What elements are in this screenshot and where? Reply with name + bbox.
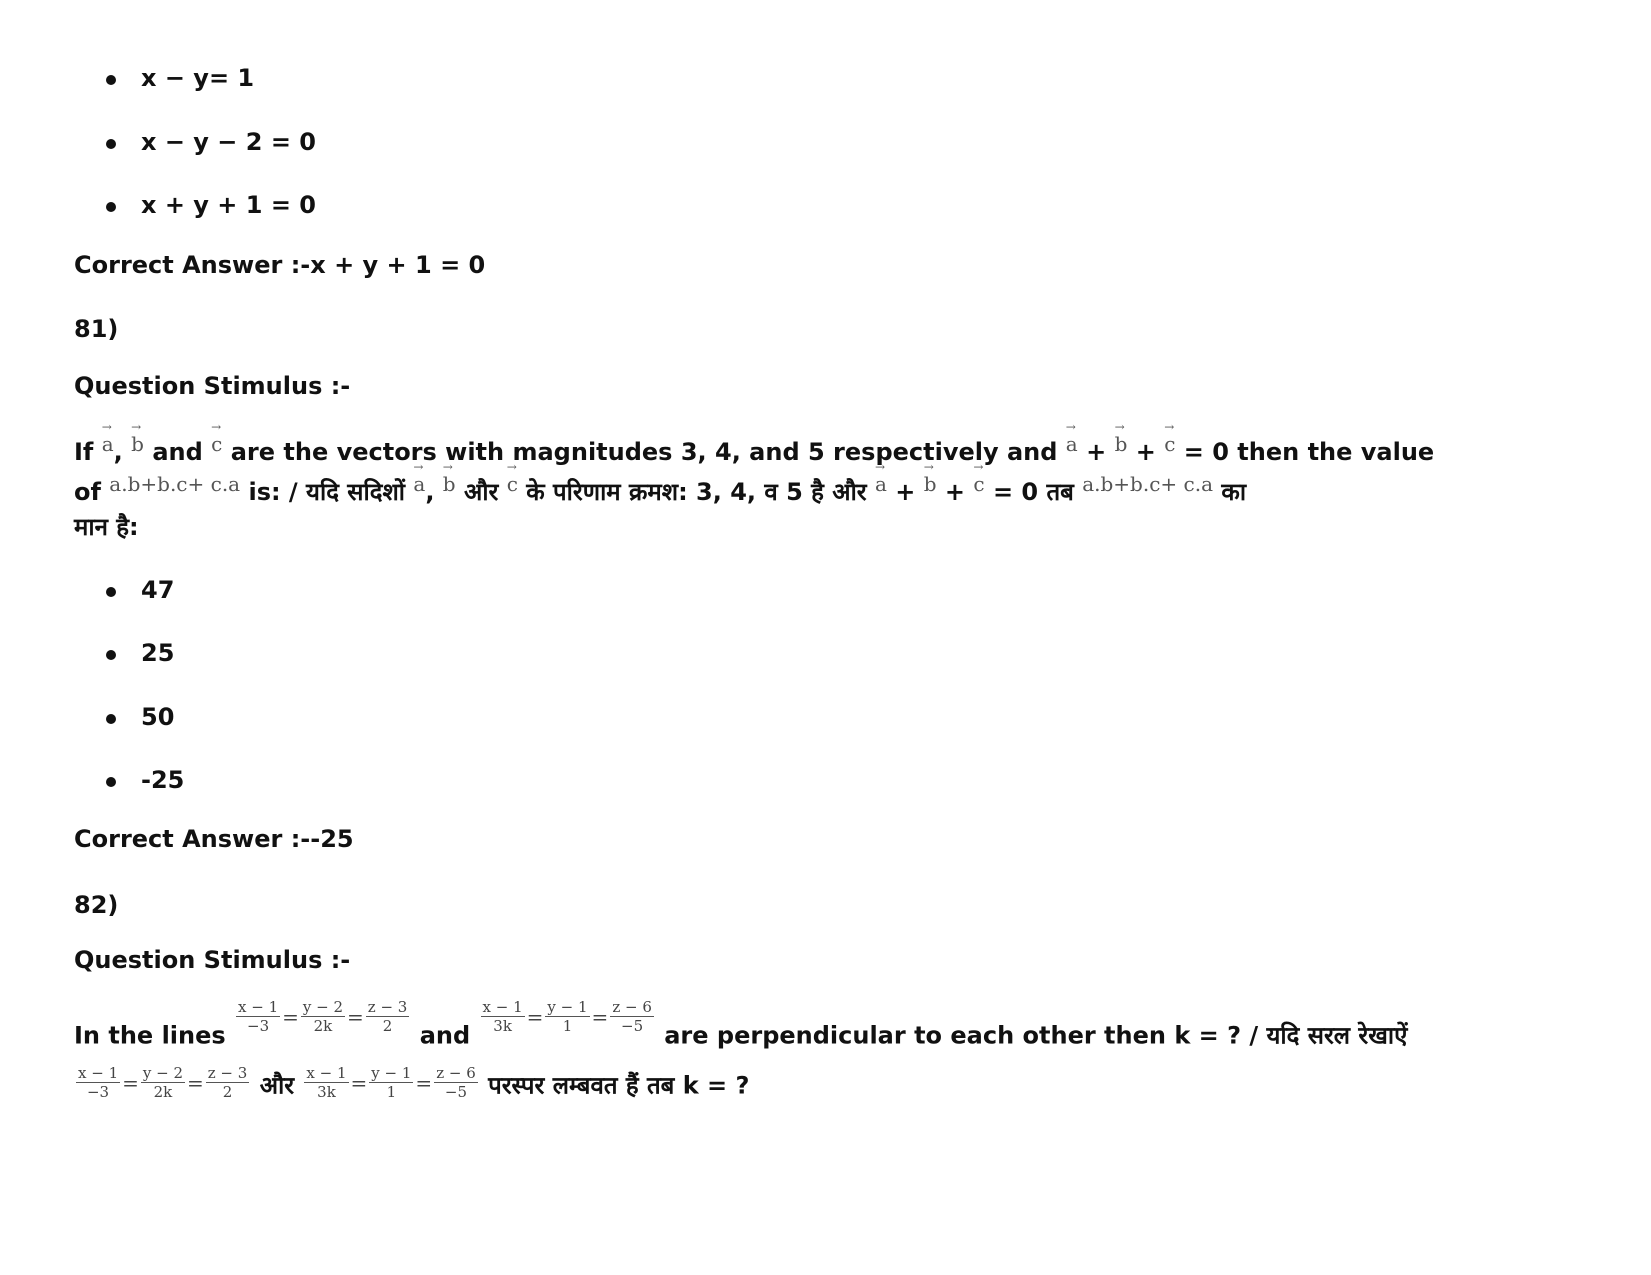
question-number: 82) (74, 891, 119, 919)
bullet (106, 202, 116, 212)
bullet (106, 587, 116, 597)
bullet (106, 650, 116, 660)
fraction: $\frac{z - 3}{2}$ (367, 998, 408, 1035)
bullet (106, 139, 116, 149)
question-stimulus-label: Question Stimulus :- (74, 946, 351, 974)
question-text: If → a, → b and → c are the vectors with magnitudes 3, 4, and 5 respectively and → a + → b + → c = 0 then the value of $^{a.b+b.c+ c.a}$ is: / यदि सदिशों → a, → b और → c के परिणाम क्रमश: 3, 4, व 5 है और → a + → b + → c = 0 तब $^{a.b+b.c+ c.a}$ का मान है: (74, 432, 1584, 553)
question-text-line-2: $\frac{x - 1}{-3}$ = $\frac{y - 2}{2k}$ = $\frac{z - 3}{2}$ और $\frac{x - 1}{3k}$ = $\frac{y - 1}{1}$ = $\frac{z - 6}{-5}$ परस्पर लम्बवत हैं तब k = ? (78, 1064, 750, 1101)
bullet (106, 777, 116, 787)
fraction: $\frac{x - 1}{3k}$ (306, 1064, 347, 1101)
question-stimulus-label: Question Stimulus :- (74, 372, 351, 400)
fraction: $\frac{x - 1}{3k}$ (482, 998, 523, 1035)
option: -25 (141, 766, 185, 794)
question-number: 81) (74, 315, 119, 343)
fraction: $\frac{y - 1}{1}$ (371, 1064, 412, 1101)
fraction: $\frac{x - 1}{-3}$ (78, 1064, 119, 1101)
fraction: $\frac{z - 6}{-5}$ (436, 1064, 476, 1101)
bullet (106, 714, 116, 724)
option: 50 (141, 703, 175, 731)
fraction: $\frac{y - 1}{1}$ (547, 998, 588, 1035)
fraction: $\frac{z - 6}{-5}$ (612, 998, 652, 1035)
option: x − y − 2 = 0 (141, 128, 316, 156)
correct-answer: Correct Answer :-x + y + 1 = 0 (74, 251, 486, 279)
question-text-line-1: In the lines $\frac{x - 1}{-3}$ = $\frac{y - 2}{2k}$ = $\frac{z - 3}{2}$ and $\frac{x - 1}{3k}$ = $\frac{y - 1}{1}$ = $\frac{z - 6}{-5}$ are perpendicular to each other then k = ? / यदि सरल रेखाऐं (74, 998, 1408, 1050)
option: x − y= 1 (141, 64, 255, 92)
fraction: $\frac{y - 2}{2k}$ (302, 998, 344, 1035)
option: 25 (141, 639, 175, 667)
fraction: $\frac{z - 3}{2}$ (207, 1064, 248, 1101)
option: x + y + 1 = 0 (141, 191, 316, 219)
vector-expression: a.b+b.c+ c.a (1082, 472, 1214, 496)
fraction: $\frac{y - 2}{2k}$ (142, 1064, 183, 1101)
option: 47 (141, 576, 175, 604)
vector-expression: a.b+b.c+ c.a (109, 472, 241, 496)
fraction: $\frac{x - 1}{-3}$ (238, 998, 279, 1035)
bullet (106, 75, 116, 85)
correct-answer: Correct Answer :--25 (74, 825, 354, 853)
